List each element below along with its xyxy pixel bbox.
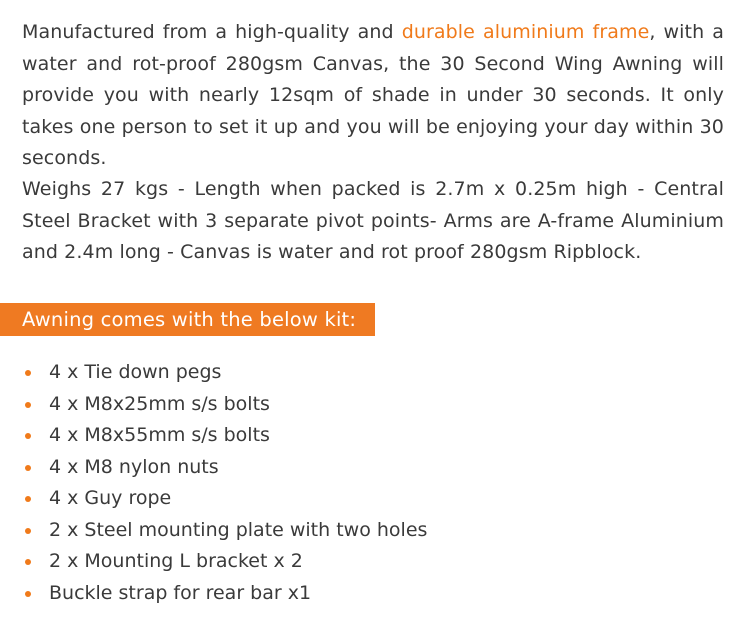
kit-item-label: 4 x M8 nylon nuts	[49, 455, 219, 478]
kit-list-item	[0, 452, 427, 484]
kit-list-item	[0, 420, 427, 452]
kit-item-label: 4 x M8x55mm s/s bolts	[49, 424, 270, 446]
description-paragraph-2: Weighs 27 kgs - Length when packed is 2.7m x 0.25m high - Central Steel Bracket with 3 separate pivot points- Arms are A-frame Aluminium and 2.4m long - Canvas is water and rot proof 280gsm Ripblock.	[22, 178, 724, 263]
kit-list-item	[0, 483, 427, 515]
kit-item-label: 2 x Steel mounting plate with two holes	[49, 518, 428, 541]
kit-list-item	[0, 357, 427, 389]
kit-item-label: Buckle strap for rear bar x1	[49, 581, 312, 604]
kit-list-item	[0, 546, 427, 578]
description-text-start: Manufactured from a high-quality and	[22, 21, 402, 43]
bullet-icon	[25, 528, 31, 534]
bullet-icon	[25, 559, 31, 565]
kit-list-item	[0, 389, 427, 421]
kit-heading-banner: Awning comes with the below kit:	[0, 303, 375, 336]
description-paragraph-1	[22, 17, 724, 175]
bullet-icon	[25, 433, 31, 439]
description-text-end: , with a water and rot-proof 280gsm Canvas, the 30 Second Wing Awning will provide you with nearly 12sqm of shade in under 30 seconds. It only takes one person to set it up and you will be enjoying your day within 30 seconds.	[22, 21, 724, 169]
bullet-icon	[25, 370, 31, 376]
kit-item-label: 2 x Mounting L bracket x 2	[49, 550, 303, 572]
kit-list-item	[0, 578, 427, 610]
bullet-icon	[25, 591, 31, 597]
bullet-icon	[25, 465, 31, 471]
bullet-icon	[25, 496, 31, 502]
bullet-icon	[25, 402, 31, 408]
kit-item-label: 4 x M8x25mm s/s bolts	[49, 392, 270, 415]
kit-item-label: 4 x Guy rope	[49, 487, 172, 509]
kit-list-item	[0, 515, 427, 547]
kit-list	[0, 357, 427, 609]
kit-item-label: 4 x Tie down pegs	[49, 361, 222, 383]
highlight-durable-frame: durable aluminium frame	[401, 21, 650, 43]
